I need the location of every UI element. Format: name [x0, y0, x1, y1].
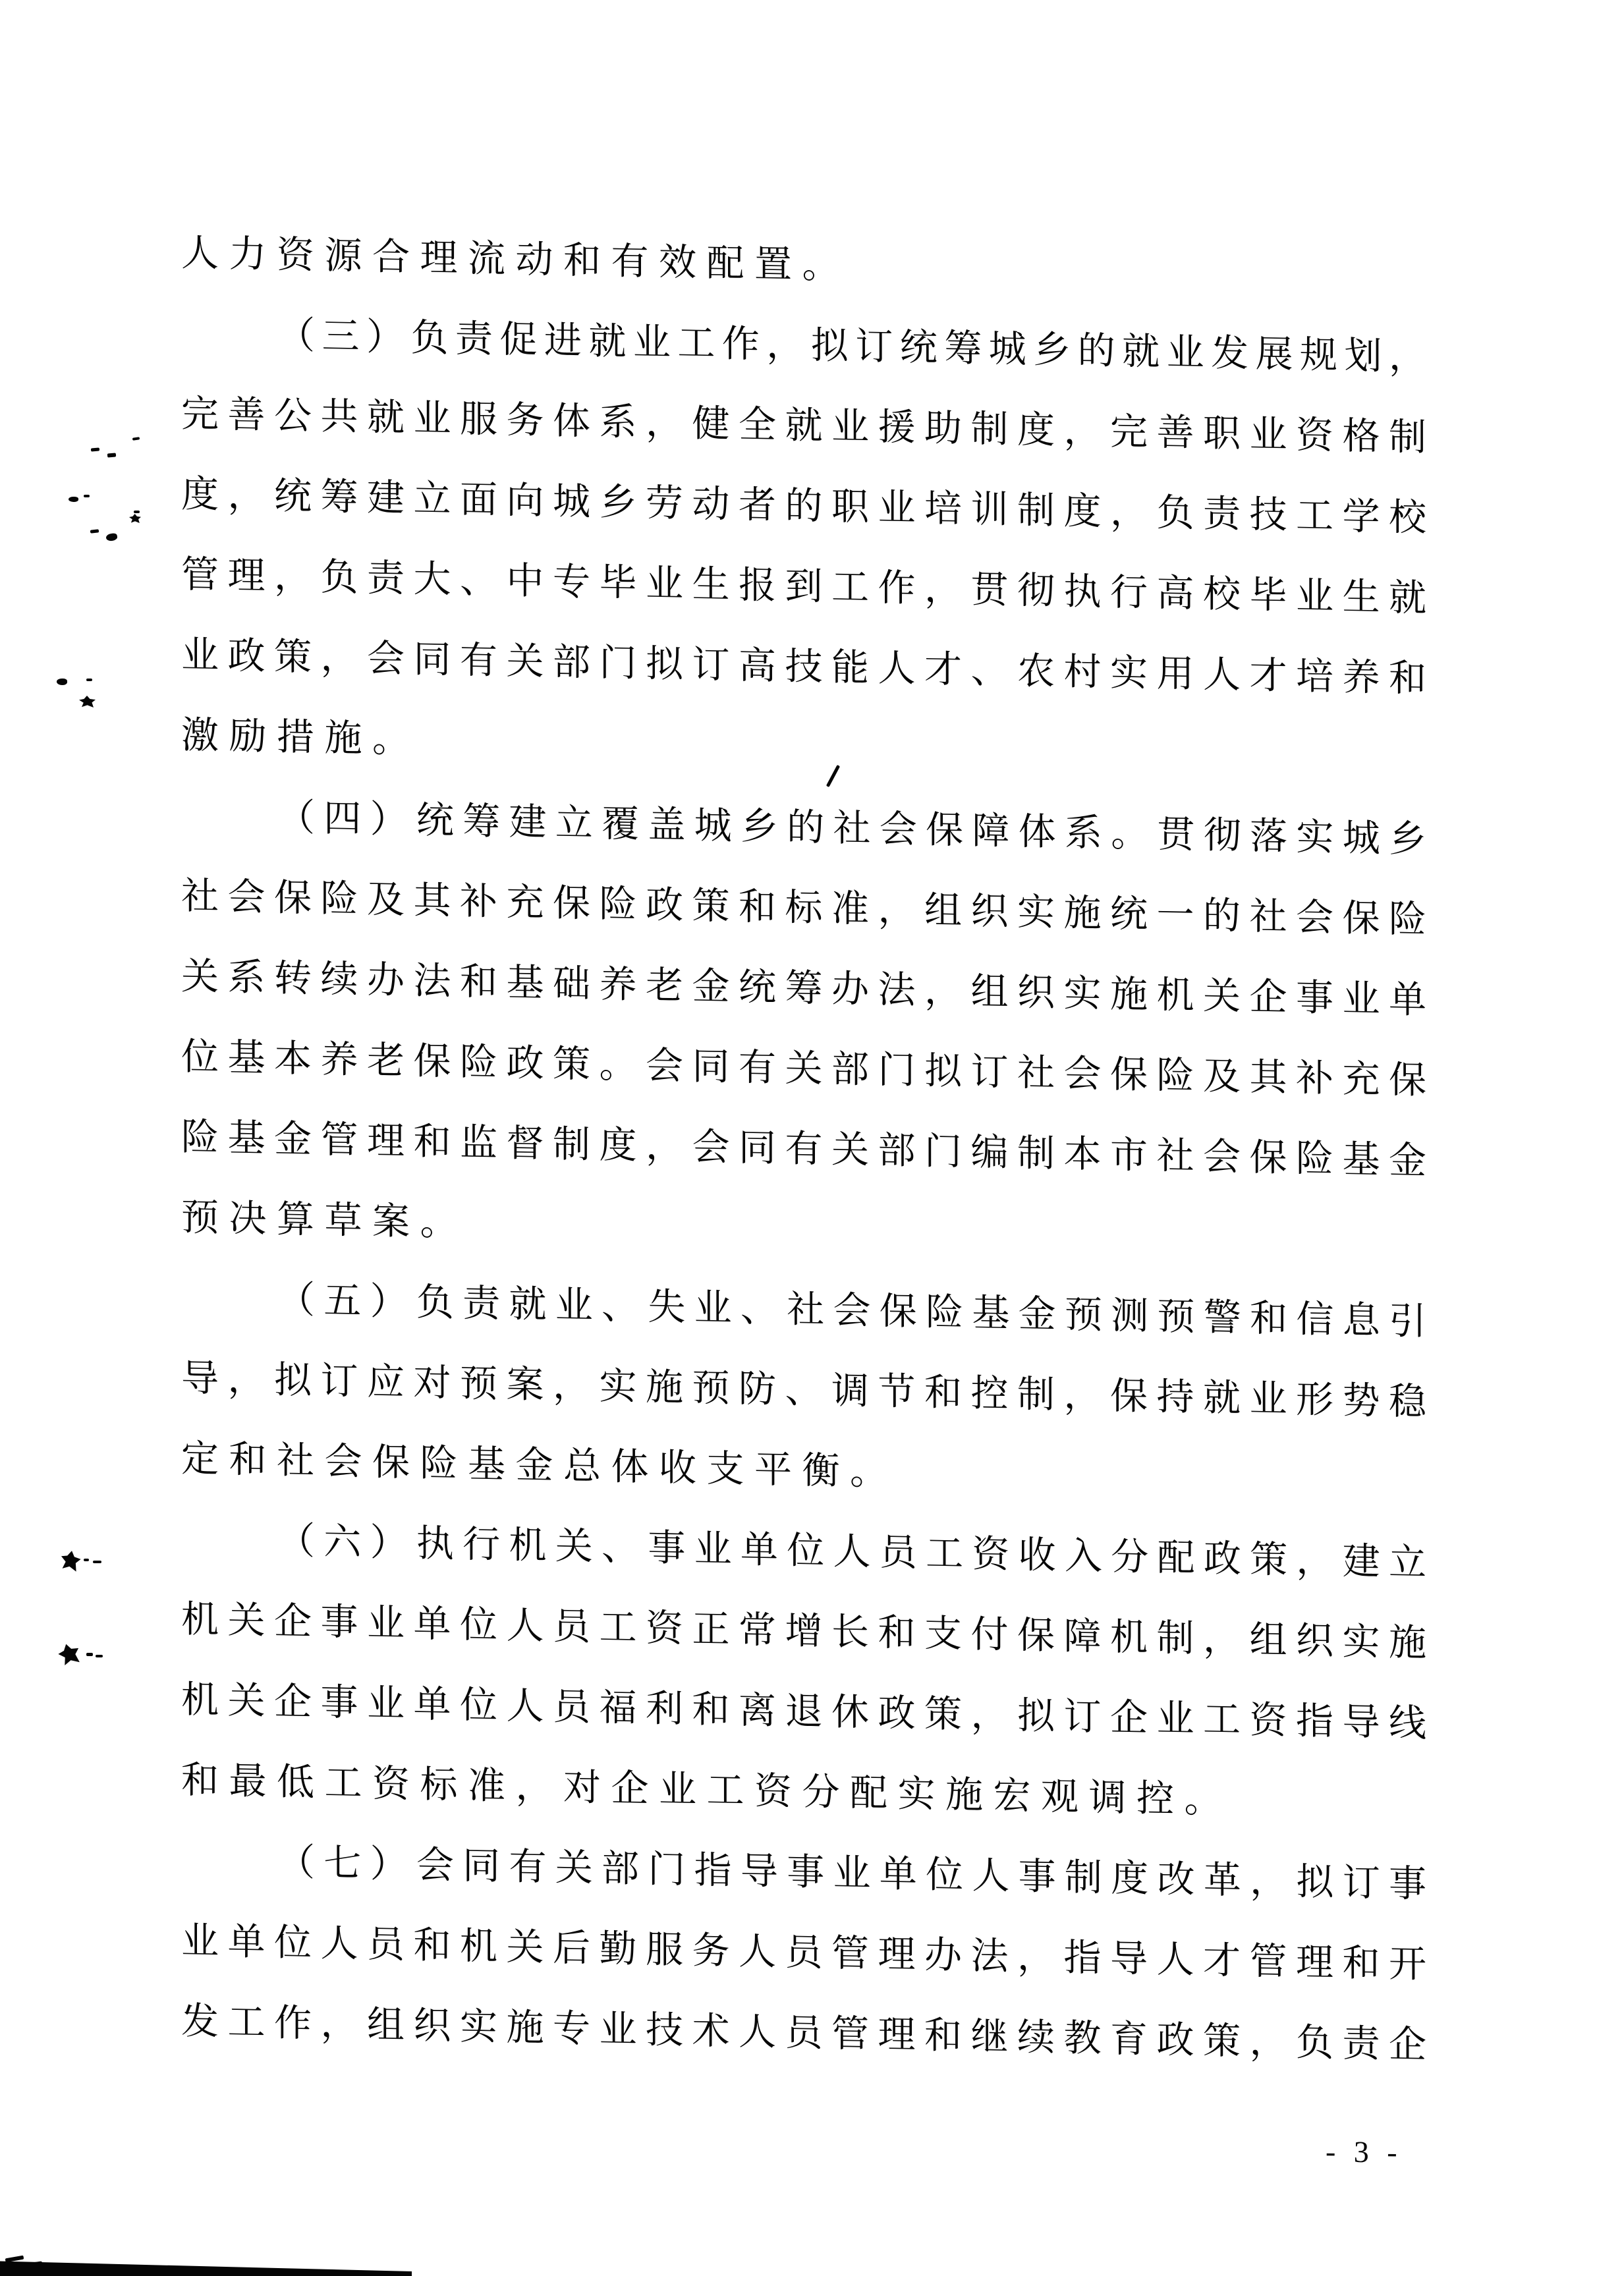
- ink-speck: [91, 447, 99, 451]
- scan-edge-artifact: [0, 2260, 412, 2276]
- page-number: - 3 -: [1325, 2134, 1403, 2169]
- text-line: 激励措施。: [181, 715, 420, 761]
- text-line: （六）执行机关、事业单位人员工资收入分配政策，建立: [277, 1520, 1426, 1584]
- text-line: 和最低工资标准，对企业工资分配实施宏观调控。: [181, 1760, 1232, 1821]
- ink-speck: [134, 511, 140, 513]
- text-line: 业政策，会同有关部门拟订高技能人才、农村实用人才培养和: [181, 634, 1426, 700]
- ink-speck: [84, 1559, 89, 1561]
- text-line: 社会保险及其补充保险政策和标准，组织实施统一的社会保险: [181, 875, 1426, 941]
- ink-blot: [56, 1641, 82, 1667]
- text-line: 关系转续办法和基础养老金统筹办法，组织实施机关企事业单: [181, 956, 1426, 1022]
- ink-speck: [96, 1655, 103, 1657]
- text-line: 人力资源合理流动和有效配置。: [181, 233, 850, 287]
- text-line: 机关企事业单位人员工资正常增长和支付保障机制，组织实施: [181, 1599, 1426, 1665]
- ink-speck: [86, 1653, 93, 1656]
- text-line: 机关企事业单位人员福利和离退休政策，拟订企业工资指导线: [181, 1679, 1426, 1745]
- text-line: （三）负责促进就业工作，拟订统筹城乡的就业发展规划，: [277, 314, 1426, 379]
- text-line: 管理，负责大、中专毕业生报到工作，贯彻执行高校毕业生就: [181, 554, 1426, 620]
- ink-speck: [57, 679, 67, 685]
- ink-speck: [5, 2256, 24, 2263]
- ink-blot: [129, 514, 141, 523]
- text-line: （四）统筹建立覆盖城乡的社会保障体系。贯彻落实城乡: [277, 796, 1426, 861]
- text-line: 业单位人员和机关后勤服务人员管理办法，指导人才管理和开: [181, 1920, 1426, 1986]
- ink-speck: [93, 1561, 101, 1563]
- text-line: 导，拟订应对预案，实施预防、调节和控制，保持就业形势稳: [181, 1358, 1426, 1424]
- text-line: 度，统筹建立面向城乡劳动者的职业培训制度，负责技工学校: [181, 474, 1426, 540]
- text-line: （七）会同有关部门指导事业单位人事制度改革，拟订事: [277, 1841, 1426, 1906]
- ink-speck: [69, 497, 78, 502]
- text-line: 定和社会保险基金总体收支平衡。: [181, 1438, 898, 1493]
- ink-speck: [84, 495, 90, 497]
- text-line: 发工作，组织实施专业技术人员管理和继续教育政策，负责企: [181, 2001, 1426, 2067]
- ink-speck: [105, 533, 118, 542]
- ink-speck: [86, 679, 92, 681]
- document-body-text: [181, 213, 1426, 2086]
- ink-speck: [90, 529, 99, 533]
- text-line: 险基金管理和监督制度，会同有关部门编制本市社会保险基金: [181, 1117, 1426, 1182]
- ink-blot: [59, 1549, 82, 1572]
- ink-blot: [79, 696, 96, 708]
- text-line: 完善公共就业服务体系，健全就业援助制度，完善职业资格制: [181, 393, 1426, 459]
- ink-speck: [107, 453, 116, 457]
- text-line: 位基本养老保险政策。会同有关部门拟订社会保险及其补充保: [181, 1036, 1426, 1102]
- text-line: 预决算草案。: [181, 1197, 468, 1244]
- text-line: （五）负责就业、失业、社会保险基金预测预警和信息引: [277, 1279, 1426, 1343]
- ink-speck: [132, 437, 140, 440]
